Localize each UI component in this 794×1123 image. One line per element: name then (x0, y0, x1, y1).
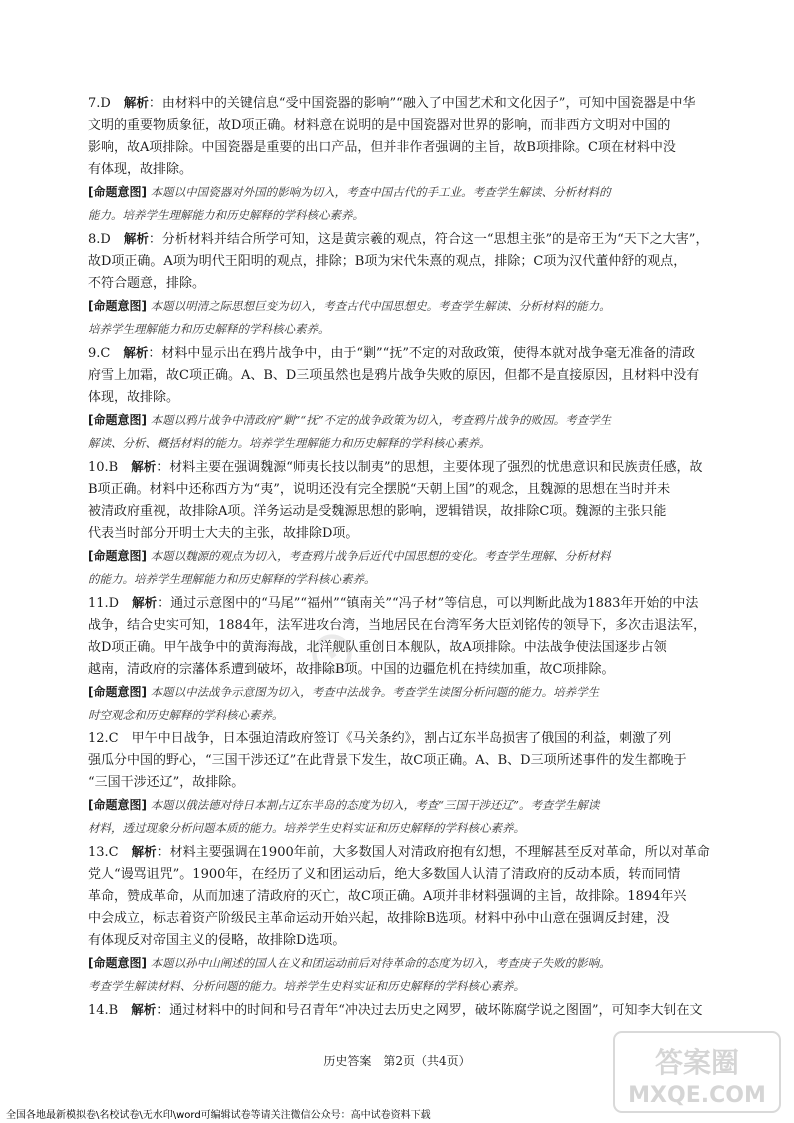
question-line-first (88, 841, 712, 864)
question-line: 不符合题意，排除。 (88, 276, 206, 291)
question-line: 战争，结合史实可知，1884年，法军进攻台湾，当地居民在台湾军务大臣刘铭传的领导下，多次击退法军， (88, 618, 707, 633)
analysis-tag: 解析 (123, 345, 149, 360)
question-text: ：材料主要强调在1900年前，大多数国人对清政府抱有幻想，不理解甚至反对革命，所以对革命 (156, 845, 710, 860)
analysis-tag: 解析 (131, 1002, 157, 1017)
intent-label: [命题意图] (88, 956, 147, 970)
page-footer: 历史答案 第2页（共4页） (323, 1054, 471, 1068)
question-block (88, 999, 712, 1022)
question-line-first (88, 999, 712, 1022)
svg-text:答案圈: 答案圈 (654, 1046, 740, 1079)
analysis-tag: 解析 (131, 844, 157, 859)
question-text: ：材料主要在强调魏源“师夷长技以制夷”的思想，主要体现了强烈的忧患意识和民族责任感，故 (156, 460, 703, 475)
svg-text:⊙: ⊙ (290, 609, 373, 697)
intent-line (88, 953, 712, 974)
intent-text: 解读、分析、概括材料的能力。培养学生理解能力和历史解释的学科核心素养。 (88, 436, 491, 450)
question-number: 13.C (88, 845, 119, 860)
analysis-tag: 解析 (132, 595, 158, 610)
intent-line (88, 976, 712, 997)
analysis-tag: 解析 (123, 95, 149, 110)
intent-line (88, 818, 712, 839)
question-number: 12.C (88, 731, 119, 746)
question-line: 故D项正确。A项为明代王阳明的观点，排除；B项为宋代朱熹的观点，排除；C项为汉代董仲舒的观点， (88, 254, 687, 269)
question-text: ：由材料中的关键信息“受中国瓷器的影响”“融入了中国艺术和文化因子”，可知中国瓷器是中华 (148, 96, 696, 111)
intent-label: [命题意图] (88, 299, 147, 313)
analysis-tag: 解析 (123, 231, 149, 246)
intent-line (88, 433, 712, 454)
intent-line (88, 182, 712, 203)
question-line: 被清政府重视，故排除A项。洋务运动是受魏源思想的影响，逻辑错误，故排除C项。魏源的主张只能 (88, 504, 667, 519)
question-text: ：通过材料中的时间和号召青年“冲决过去历史之网罗，破坏陈腐学说之图圄”，可知李大钊在文 (156, 1003, 703, 1018)
question-number: 14.B (88, 1003, 119, 1018)
question-line: B项正确。材料中还称西方为“夷”，说明还没有完全摆脱“天朝上国”的观念，且魏源的思想在当时并未 (88, 482, 671, 497)
intent-text: 本题以俄法德对待日本割占辽东半岛的态度为切入，考查“三国干涉还辽”。考查学生解读 (150, 798, 600, 812)
intent-text: 的能力。培养学生理解能力和历史解释的学科核心素养。 (88, 572, 376, 586)
question-line: 体现，故排除。 (88, 390, 180, 405)
question-line-first (88, 456, 712, 479)
question-number: 11.D (88, 596, 120, 611)
question-line: 府雪上加霜，故C项正确。A、B、D三项虽然也是鸦片战争失败的原因，但都不是直接原因，且材料中没有 (88, 368, 700, 383)
question-text: ：分析材料并结合所学可知，这是黄宗羲的观点，符合这一“思想主张”的是帝王为“天下之大害”， (148, 232, 709, 247)
question-number: 7.D (88, 96, 111, 111)
intent-text: 能力。培养学生理解能力和历史解释的学科核心素养。 (88, 208, 364, 222)
question-block (88, 228, 712, 340)
intent-text: 时空观念和历史解释的学科核心素养。 (88, 708, 284, 722)
intent-text: 本题以明清之际思想巨变为切入，考查古代中国思想史。考查学生解读、分析材料的能力。 (150, 299, 611, 313)
intent-text: 本题以中法战争示意图为切入，考查中法战争。考查学生读图分析问题的能力。培养学生 (150, 685, 600, 699)
question-line-first (88, 728, 712, 750)
intent-text: 本题以鸦片战争中清政府“剿”“抚”不定的战争政策为切入，考查鸦片战争的败因。考查学生 (150, 413, 612, 427)
question-text: ：通过示意图中的“马尾”“福州”“镇南关”“冯子材”等信息，可以判断此战为1883年开始的中法 (157, 596, 699, 611)
intent-line (88, 705, 712, 726)
question-line: 强瓜分中国的野心，“三国干涉还辽”在此背景下发生，故C项正确。A、B、D三项所述事件的发生都晚于 (88, 753, 687, 768)
intent-line (88, 569, 712, 590)
intent-text: 本题以孙中山阐述的国人在义和团运动前后对待革命的态度为切入，考查庚子失败的影响。 (150, 956, 611, 970)
answer-content (88, 92, 712, 1022)
svg-text:MXQE.COM: MXQE.COM (628, 1083, 766, 1108)
intent-line (88, 682, 712, 703)
intent-text: 考查学生解读材料、分析问题的能力。培养学生史料实证和历史解释的学科核心素养。 (88, 979, 525, 993)
intent-line (88, 319, 712, 340)
intent-text: 材料，透过现象分析问题本质的能力。培养学生史料实证和历史解释的学科核心素养。 (88, 821, 525, 835)
question-block (88, 728, 712, 839)
intent-line (88, 795, 712, 816)
intent-label: [命题意图] (88, 185, 147, 199)
question-line: 有体现反对帝国主义的侵略，故排除D选项。 (88, 933, 346, 948)
question-number: 8.D (88, 232, 111, 247)
intent-line (88, 296, 712, 317)
bottom-promo-note: 全国各地最新模拟卷\名校试卷\无水印\word可编辑试卷等请关注微信公众号：高中试卷资料下载 (6, 1110, 431, 1121)
intent-line (88, 410, 712, 431)
question-line: 中会成立，标志着资产阶级民主革命运动开始兴起，故排除B选项。材料中孙中山意在强调反封建，没 (88, 911, 670, 926)
question-line-first (88, 342, 712, 365)
question-line-first (88, 228, 712, 251)
mxqe-watermark-logo (612, 1030, 782, 1114)
intent-line (88, 546, 712, 567)
question-line: 越南，清政府的宗藩体系遭到破坏，故排除B项。中国的边疆危机在持续加重，故C项排除。 (88, 662, 615, 677)
question-line: 文明的重要物质象征，故D项正确。材料意在说明的是中国瓷器对世界的影响，而非西方文明对中国的 (88, 118, 671, 133)
question-line: 有体现，故排除。 (88, 162, 193, 177)
question-block (88, 342, 712, 454)
question-block (88, 592, 712, 726)
intent-text: 本题以魏源的观点为切入，考查鸦片战争后近代中国思想的变化。考查学生理解、分析材料 (150, 549, 611, 563)
question-number: 10.B (88, 460, 119, 475)
intent-text: 本题以中国瓷器对外国的影响为切入，考查中国古代的手工业。考查学生解读、分析材料的 (150, 185, 611, 199)
question-text: ：材料中显示出在鸦片战争中，由于“剿”“抚”不定的对敌政策，使得本就对战争毫无准备的清政 (148, 346, 695, 361)
intent-label: [命题意图] (88, 413, 147, 427)
question-block (88, 456, 712, 590)
analysis-tag: 解析 (131, 459, 157, 474)
question-text: 甲午中日战争，日本强迫清政府签订《马关条约》，割占辽东半岛损害了俄国的利益，刺激了列 (131, 731, 672, 746)
intent-line (88, 205, 712, 226)
intent-label: [命题意图] (88, 549, 147, 563)
intent-text: 培养学生理解能力和历史解释的学科核心素养。 (88, 322, 330, 336)
question-line: 影响，故A项排除。中国瓷器是重要的出口产品，但并非作者强调的主旨，故B项排除。C项在材料中没 (88, 140, 676, 155)
question-line: 党人“谩骂诅咒”。1900年，在经历了义和团运动后，绝大多数国人认清了清政府的反动本质，转而同情 (88, 867, 681, 882)
question-block (88, 841, 712, 997)
intent-label: [命题意图] (88, 685, 147, 699)
question-line-first (88, 592, 712, 615)
question-line: 代表当时部分开明士大夫的主张，故排除D项。 (88, 526, 359, 541)
question-line: 故D项正确。甲午战争中的黄海海战，北洋舰队重创日本舰队，故A项排除。中法战争使法国逐步占领 (88, 640, 667, 655)
question-number: 9.C (88, 346, 111, 361)
question-block (88, 92, 712, 226)
question-line: 革命，赞成革命，从而加速了清政府的灭亡，故C项正确。A项并非材料强调的主旨，故排除。1894年兴 (88, 889, 687, 904)
question-line: “三国干涉还辽”，故排除。 (88, 775, 245, 790)
question-line-first (88, 92, 712, 115)
intent-label: [命题意图] (88, 798, 147, 812)
